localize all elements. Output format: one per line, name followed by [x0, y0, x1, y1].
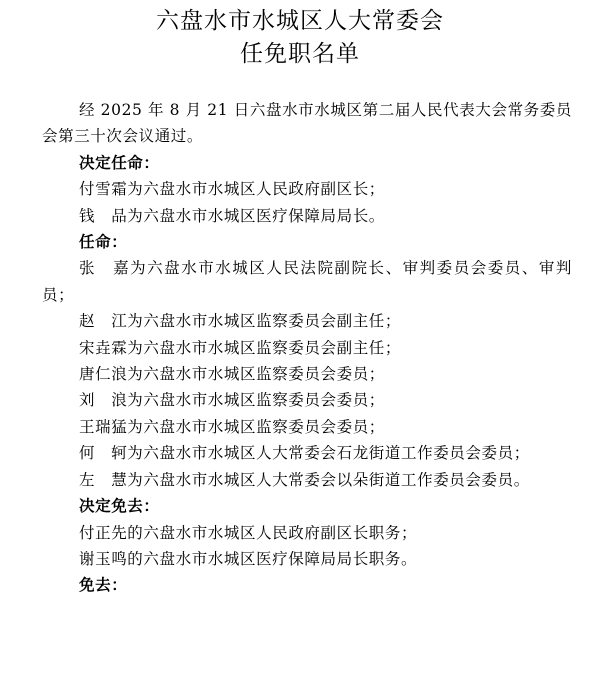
heading-remove: 免去：	[79, 575, 128, 595]
heading-appoint: 任命：	[79, 232, 128, 252]
list-item: 赵 江为六盘水市水城区监察委员会副主任；	[79, 312, 402, 331]
list-item: 王瑞猛为六盘水市水城区监察委员会委员；	[79, 417, 385, 436]
document-title	[0, 5, 600, 71]
list-item: 付正先的六盘水市水城区人民政府副区长职务；	[79, 523, 418, 542]
list-item: 付雪霜为六盘水市水城区人民政府副区长；	[79, 180, 385, 199]
list-item: 左 慧为六盘水市水城区人大常委会以朵街道工作委员会委员。	[79, 470, 530, 489]
list-item: 宋垚霖为六盘水市水城区监察委员会副主任；	[79, 338, 402, 357]
list-item: 唐仁浪为六盘水市水城区监察委员会委员；	[79, 365, 385, 384]
list-item: 谢玉鸣的六盘水市水城区医疗保障局局长职务。	[79, 549, 418, 568]
intro-paragraph: 经 2025 年 8 月 21 日六盘水市水城区第二届人民代表大会常务委员会第三十次会议通过。	[42, 101, 572, 146]
document-body	[42, 97, 572, 599]
heading-decide-remove: 决定免去：	[79, 496, 160, 516]
title-line-2: 任免职名单	[240, 41, 360, 67]
title-line-1: 六盘水市水城区人大常委会	[156, 8, 444, 34]
list-item: 钱 品为六盘水市水城区医疗保障局局长。	[79, 206, 385, 225]
list-item: 刘 浪为六盘水市水城区监察委员会委员；	[79, 391, 385, 410]
list-item: 何 轲为六盘水市水城区人大常委会石龙街道工作委员会委员；	[79, 444, 530, 463]
list-item: 张 嘉为六盘水市水城区人民法院副院长、审判委员会委员、审判员；	[42, 259, 572, 304]
heading-decide-appoint: 决定任命：	[79, 152, 160, 172]
